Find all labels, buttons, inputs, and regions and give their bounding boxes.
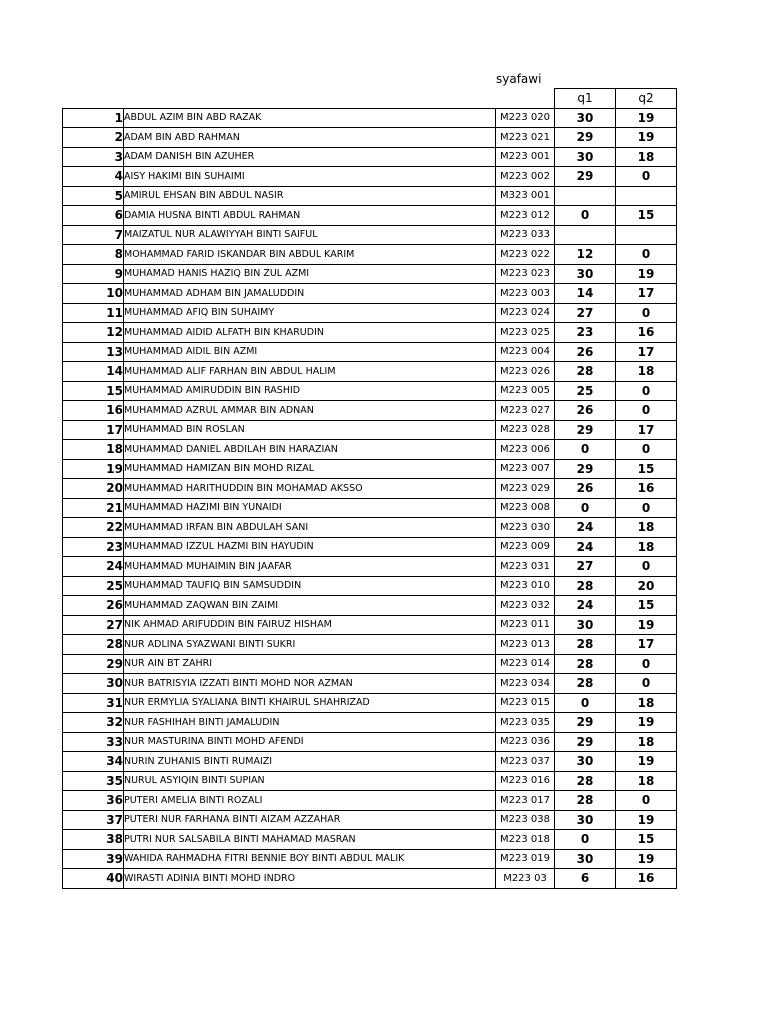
student-code: M223 032 [496, 596, 555, 616]
row-number: 21 [63, 498, 124, 518]
score-q2: 17 [616, 635, 677, 655]
student-code: M323 001 [496, 186, 555, 206]
score-q2: 19 [616, 264, 677, 284]
table-row [63, 810, 677, 830]
student-code: M223 031 [496, 557, 555, 577]
row-number: 22 [63, 518, 124, 538]
score-q1: 30 [555, 108, 616, 128]
row-number: 27 [63, 615, 124, 635]
student-name: WAHIDA RAHMADHA FITRI BENNIE BOY BINTI ABDUL MALIK [124, 849, 496, 869]
student-name: MAIZATUL NUR ALAWIYYAH BINTI SAIFUL [124, 225, 496, 245]
student-code: M223 037 [496, 752, 555, 772]
student-code: M223 022 [496, 245, 555, 265]
score-table [62, 88, 677, 889]
score-q1 [555, 225, 616, 245]
student-code: M223 020 [496, 108, 555, 128]
student-name: NURUL ASYIQIN BINTI SUPIAN [124, 771, 496, 791]
row-number: 4 [63, 167, 124, 187]
student-name: NUR MASTURINA BINTI MOHD AFENDI [124, 732, 496, 752]
student-code: M223 038 [496, 810, 555, 830]
student-name: ABDUL AZIM BIN ABD RAZAK [124, 108, 496, 128]
student-code: M223 013 [496, 635, 555, 655]
student-code: M223 024 [496, 303, 555, 323]
student-code: M223 011 [496, 615, 555, 635]
score-q1: 30 [555, 264, 616, 284]
student-name: DAMIA HUSNA BINTI ABDUL RAHMAN [124, 206, 496, 226]
student-name: MUHAMMAD ALIF FARHAN BIN ABDUL HALIM [124, 362, 496, 382]
score-q2: 19 [616, 128, 677, 148]
header-row [63, 89, 677, 109]
row-number: 16 [63, 401, 124, 421]
student-name: MUHAMMAD HAZIMI BIN YUNAIDI [124, 498, 496, 518]
student-name: MUHAMMAD AIDID ALFATH BIN KHARUDIN [124, 323, 496, 343]
row-number: 30 [63, 674, 124, 694]
student-code: M223 014 [496, 654, 555, 674]
table-row [63, 479, 677, 499]
table-row [63, 654, 677, 674]
student-code: M223 008 [496, 498, 555, 518]
score-q2: 17 [616, 420, 677, 440]
score-q1: 28 [555, 576, 616, 596]
student-name: MUHAMMAD IZZUL HAZMI BIN HAYUDIN [124, 537, 496, 557]
score-q2: 18 [616, 518, 677, 538]
student-code: M223 006 [496, 440, 555, 460]
score-q1: 26 [555, 479, 616, 499]
table-row [63, 401, 677, 421]
score-q2: 15 [616, 459, 677, 479]
score-q1: 0 [555, 830, 616, 850]
student-name: MUHAMMAD AFIQ BIN SUHAIMY [124, 303, 496, 323]
score-q2: 0 [616, 381, 677, 401]
table-row [63, 108, 677, 128]
student-name: PUTERI AMELIA BINTI ROZALI [124, 791, 496, 811]
score-q1: 30 [555, 849, 616, 869]
row-number: 32 [63, 713, 124, 733]
score-q1: 0 [555, 440, 616, 460]
table-row [63, 245, 677, 265]
score-q2: 19 [616, 810, 677, 830]
row-number: 19 [63, 459, 124, 479]
table-row [63, 635, 677, 655]
row-number: 35 [63, 771, 124, 791]
student-name: MUHAMAD HANIS HAZIQ BIN ZUL AZMI [124, 264, 496, 284]
score-q1: 24 [555, 537, 616, 557]
table-row [63, 537, 677, 557]
row-number: 9 [63, 264, 124, 284]
score-q1: 30 [555, 147, 616, 167]
score-q2: 16 [616, 323, 677, 343]
row-number: 5 [63, 186, 124, 206]
score-q2: 0 [616, 303, 677, 323]
student-name: NUR AIN BT ZAHRI [124, 654, 496, 674]
score-q2: 17 [616, 284, 677, 304]
student-code: M223 033 [496, 225, 555, 245]
row-number: 7 [63, 225, 124, 245]
score-q1: 23 [555, 323, 616, 343]
table-row [63, 264, 677, 284]
row-number: 13 [63, 342, 124, 362]
row-number: 8 [63, 245, 124, 265]
row-number: 26 [63, 596, 124, 616]
student-code: M223 009 [496, 537, 555, 557]
score-q1: 30 [555, 752, 616, 772]
score-q2: 20 [616, 576, 677, 596]
student-name: MUHAMMAD AMIRUDDIN BIN RASHID [124, 381, 496, 401]
row-number: 34 [63, 752, 124, 772]
row-number: 39 [63, 849, 124, 869]
student-code: M223 007 [496, 459, 555, 479]
score-q1: 28 [555, 674, 616, 694]
score-q2: 16 [616, 479, 677, 499]
student-code: M223 017 [496, 791, 555, 811]
table-row [63, 849, 677, 869]
student-name: MUHAMMAD BIN ROSLAN [124, 420, 496, 440]
student-code: M223 001 [496, 147, 555, 167]
student-code: M223 034 [496, 674, 555, 694]
student-code: M223 023 [496, 264, 555, 284]
table-row [63, 752, 677, 772]
score-q2: 0 [616, 498, 677, 518]
student-name: PUTRI NUR SALSABILA BINTI MAHAMAD MASRAN [124, 830, 496, 850]
score-q2: 16 [616, 869, 677, 889]
header-blank-no [63, 89, 124, 109]
student-name: MOHAMMAD FARID ISKANDAR BIN ABDUL KARIM [124, 245, 496, 265]
row-number: 31 [63, 693, 124, 713]
score-q1: 24 [555, 518, 616, 538]
table-row [63, 596, 677, 616]
table-row [63, 342, 677, 362]
score-q1: 28 [555, 771, 616, 791]
score-q2: 0 [616, 245, 677, 265]
score-q1: 28 [555, 654, 616, 674]
student-code: M223 029 [496, 479, 555, 499]
row-number: 15 [63, 381, 124, 401]
table-row [63, 557, 677, 577]
table-row [63, 771, 677, 791]
table-row [63, 147, 677, 167]
student-name: MUHAMMAD AZRUL AMMAR BIN ADNAN [124, 401, 496, 421]
student-name: MUHAMMAD DANIEL ABDILAH BIN HARAZIAN [124, 440, 496, 460]
table-row [63, 303, 677, 323]
score-q1: 29 [555, 713, 616, 733]
student-code: M223 018 [496, 830, 555, 850]
student-name: AMIRUL EHSAN BIN ABDUL NASIR [124, 186, 496, 206]
score-q1: 29 [555, 732, 616, 752]
score-q2: 19 [616, 849, 677, 869]
row-number: 1 [63, 108, 124, 128]
student-name: NUR ADLINA SYAZWANI BINTI SUKRI [124, 635, 496, 655]
student-code: M223 028 [496, 420, 555, 440]
student-code: M223 015 [496, 693, 555, 713]
student-code: M223 005 [496, 381, 555, 401]
student-name: MUHAMMAD TAUFIQ BIN SAMSUDDIN [124, 576, 496, 596]
table-row [63, 459, 677, 479]
score-q2: 0 [616, 401, 677, 421]
table-row [63, 576, 677, 596]
table-row [63, 284, 677, 304]
student-code: M223 016 [496, 771, 555, 791]
score-q1: 0 [555, 693, 616, 713]
score-q2: 0 [616, 167, 677, 187]
student-name: MUHAMMAD HARITHUDDIN BIN MOHAMAD AKSSO [124, 479, 496, 499]
score-q2: 19 [616, 108, 677, 128]
table-row [63, 186, 677, 206]
student-code: M223 021 [496, 128, 555, 148]
table-row [63, 615, 677, 635]
student-name: MUHAMMAD ZAQWAN BIN ZAIMI [124, 596, 496, 616]
student-code: M223 012 [496, 206, 555, 226]
student-code: M223 010 [496, 576, 555, 596]
score-q1: 28 [555, 635, 616, 655]
score-q1: 0 [555, 206, 616, 226]
row-number: 17 [63, 420, 124, 440]
student-code: M223 027 [496, 401, 555, 421]
row-number: 36 [63, 791, 124, 811]
score-q2: 15 [616, 596, 677, 616]
row-number: 6 [63, 206, 124, 226]
student-name: NUR FASHIHAH BINTI JAMALUDIN [124, 713, 496, 733]
student-name: WIRASTI ADINIA BINTI MOHD INDRO [124, 869, 496, 889]
score-q2: 18 [616, 537, 677, 557]
student-code: M223 004 [496, 342, 555, 362]
table-row [63, 206, 677, 226]
row-number: 12 [63, 323, 124, 343]
row-number: 40 [63, 869, 124, 889]
row-number: 38 [63, 830, 124, 850]
score-q2: 19 [616, 713, 677, 733]
score-q1: 29 [555, 420, 616, 440]
table-row [63, 830, 677, 850]
score-q2 [616, 186, 677, 206]
score-q1: 26 [555, 342, 616, 362]
table-row [63, 225, 677, 245]
student-name: NUR ERMYLIA SYALIANA BINTI KHAIRUL SHAHRIZAD [124, 693, 496, 713]
table-row [63, 693, 677, 713]
score-q2: 18 [616, 771, 677, 791]
student-name: MUHAMMAD HAMIZAN BIN MOHD RIZAL [124, 459, 496, 479]
score-q2: 18 [616, 693, 677, 713]
student-name: MUHAMMAD MUHAIMIN BIN JAAFAR [124, 557, 496, 577]
score-q1: 6 [555, 869, 616, 889]
score-q1: 26 [555, 401, 616, 421]
score-q1: 29 [555, 167, 616, 187]
student-code: M223 026 [496, 362, 555, 382]
table-row [63, 869, 677, 889]
row-number: 14 [63, 362, 124, 382]
score-q2: 0 [616, 440, 677, 460]
table-row [63, 440, 677, 460]
table-row [63, 498, 677, 518]
row-number: 3 [63, 147, 124, 167]
score-q1: 12 [555, 245, 616, 265]
student-code: M223 002 [496, 167, 555, 187]
student-code: M223 030 [496, 518, 555, 538]
table-row [63, 362, 677, 382]
score-q1: 24 [555, 596, 616, 616]
row-number: 11 [63, 303, 124, 323]
score-q2: 19 [616, 752, 677, 772]
row-number: 28 [63, 635, 124, 655]
score-q2: 15 [616, 830, 677, 850]
score-q1 [555, 186, 616, 206]
row-number: 24 [63, 557, 124, 577]
table-row [63, 674, 677, 694]
row-number: 18 [63, 440, 124, 460]
table-row [63, 167, 677, 187]
student-name: MUHAMMAD AIDIL BIN AZMI [124, 342, 496, 362]
score-q1: 29 [555, 128, 616, 148]
table-row [63, 713, 677, 733]
student-name: MUHAMMAD ADHAM BIN JAMALUDDIN [124, 284, 496, 304]
score-q1: 30 [555, 810, 616, 830]
student-code: M223 003 [496, 284, 555, 304]
header-blank-code [496, 89, 555, 109]
row-number: 29 [63, 654, 124, 674]
student-name: ADAM BIN ABD RAHMAN [124, 128, 496, 148]
score-q1: 28 [555, 791, 616, 811]
row-number: 10 [63, 284, 124, 304]
score-q1: 27 [555, 303, 616, 323]
row-number: 37 [63, 810, 124, 830]
score-q1: 27 [555, 557, 616, 577]
score-q1: 30 [555, 615, 616, 635]
student-name: NIK AHMAD ARIFUDDIN BIN FAIRUZ HISHAM [124, 615, 496, 635]
score-q2: 17 [616, 342, 677, 362]
student-name: NURIN ZUHANIS BINTI RUMAIZI [124, 752, 496, 772]
student-code: M223 03 [496, 869, 555, 889]
student-code: M223 025 [496, 323, 555, 343]
score-q2: 18 [616, 147, 677, 167]
table-row [63, 323, 677, 343]
student-code: M223 019 [496, 849, 555, 869]
table-row [63, 732, 677, 752]
group-label: syafawi [496, 72, 542, 86]
student-name: AISY HAKIMI BIN SUHAIMI [124, 167, 496, 187]
row-number: 20 [63, 479, 124, 499]
table-row [63, 791, 677, 811]
table-row [63, 420, 677, 440]
score-q2 [616, 225, 677, 245]
score-q2: 0 [616, 674, 677, 694]
score-q2: 0 [616, 557, 677, 577]
score-q2: 0 [616, 654, 677, 674]
row-number: 23 [63, 537, 124, 557]
header-blank-name [124, 89, 496, 109]
score-q1: 14 [555, 284, 616, 304]
score-q1: 29 [555, 459, 616, 479]
score-q1: 25 [555, 381, 616, 401]
row-number: 2 [63, 128, 124, 148]
student-name: ADAM DANISH BIN AZUHER [124, 147, 496, 167]
score-q2: 18 [616, 732, 677, 752]
row-number: 33 [63, 732, 124, 752]
column-header-q1: q1 [555, 89, 616, 109]
score-q1: 28 [555, 362, 616, 382]
table-row [63, 381, 677, 401]
score-q2: 19 [616, 615, 677, 635]
score-q2: 18 [616, 362, 677, 382]
student-code: M223 035 [496, 713, 555, 733]
table-row [63, 518, 677, 538]
student-code: M223 036 [496, 732, 555, 752]
score-q2: 0 [616, 791, 677, 811]
score-q1: 0 [555, 498, 616, 518]
student-name: PUTERI NUR FARHANA BINTI AIZAM AZZAHAR [124, 810, 496, 830]
row-number: 25 [63, 576, 124, 596]
column-header-q2: q2 [616, 89, 677, 109]
score-q2: 15 [616, 206, 677, 226]
student-name: NUR BATRISYIA IZZATI BINTI MOHD NOR AZMAN [124, 674, 496, 694]
table-row [63, 128, 677, 148]
student-name: MUHAMMAD IRFAN BIN ABDULAH SANI [124, 518, 496, 538]
